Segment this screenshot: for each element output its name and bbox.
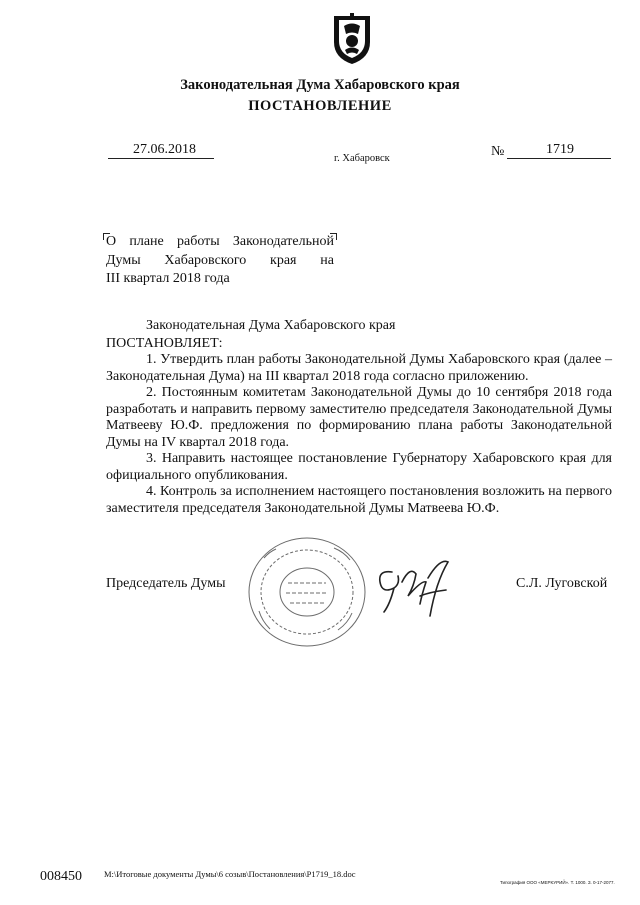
number-sign: № — [491, 144, 505, 159]
subject-word: О — [106, 234, 117, 249]
organization-title: Законодательная Дума Хабаровского края — [180, 77, 460, 93]
document-date: 27.06.2018 — [133, 142, 196, 157]
subject-block — [106, 233, 334, 289]
print-info: Типография ООО «МЕРКУРИЙ». Т. 1000. З. 0-17-2077. — [500, 880, 615, 885]
subject-word: Хабаровского — [164, 252, 247, 268]
signatory-name: С.Л. Луговской — [516, 576, 608, 591]
subject-word: плане — [129, 234, 164, 249]
document-type-title: ПОСТАНОВЛЕНИЕ — [248, 98, 392, 114]
intro-text: Законодательная Дума Хабаровского края — [146, 318, 396, 333]
resolution-body — [106, 318, 612, 517]
subject-line-2 — [106, 252, 334, 271]
handwritten-signature — [370, 552, 460, 624]
resolves-heading: ПОСТАНОВЛЯЕТ: — [106, 335, 223, 351]
subject-line-1 — [106, 233, 334, 252]
document-code: 008450 — [40, 869, 82, 884]
subject-word: работы — [177, 234, 220, 249]
subject-word: Думы — [106, 252, 141, 268]
resolution-item-4: 4. Контроль за исполнением настоящего постановления возложить на первого заместителя председателя Законодательной Думы Матвеева Ю.Ф. — [106, 484, 612, 516]
subject-word: края — [270, 252, 297, 268]
subject-word: на — [320, 252, 334, 268]
document-city: г. Хабаровск — [334, 153, 390, 164]
seal-stamp — [244, 533, 370, 651]
resolution-item-1: 1. Утвердить план работы Законодательной Думы Хабаровского края (далее – Законодательная Дума) на III квартал 2018 года согласно приложению. — [106, 352, 612, 384]
coat-of-arms-icon — [331, 12, 373, 66]
document-number: 1719 — [546, 142, 574, 157]
subject-word: Законодательной — [232, 234, 334, 249]
resolution-item-3: 3. Направить настоящее постановление Губернатору Хабаровского края для официального опубликования. — [106, 451, 612, 483]
file-path: M:\Итоговые документы Думы\6 созыв\Постановления\P1719_18.doc — [104, 869, 356, 879]
signatory-position: Председатель Думы — [106, 576, 226, 591]
subject-line-3: III квартал 2018 года — [106, 271, 230, 286]
resolution-item-2: 2. Постоянным комитетам Законодательной Думы до 10 сентября 2018 года разработать и направить первому заместителю председателя Законодательной Думы Матвееву Ю.Ф. предложения по формированию плана работы Законодательной Думы на IV квартал 2018 года. — [106, 385, 612, 450]
